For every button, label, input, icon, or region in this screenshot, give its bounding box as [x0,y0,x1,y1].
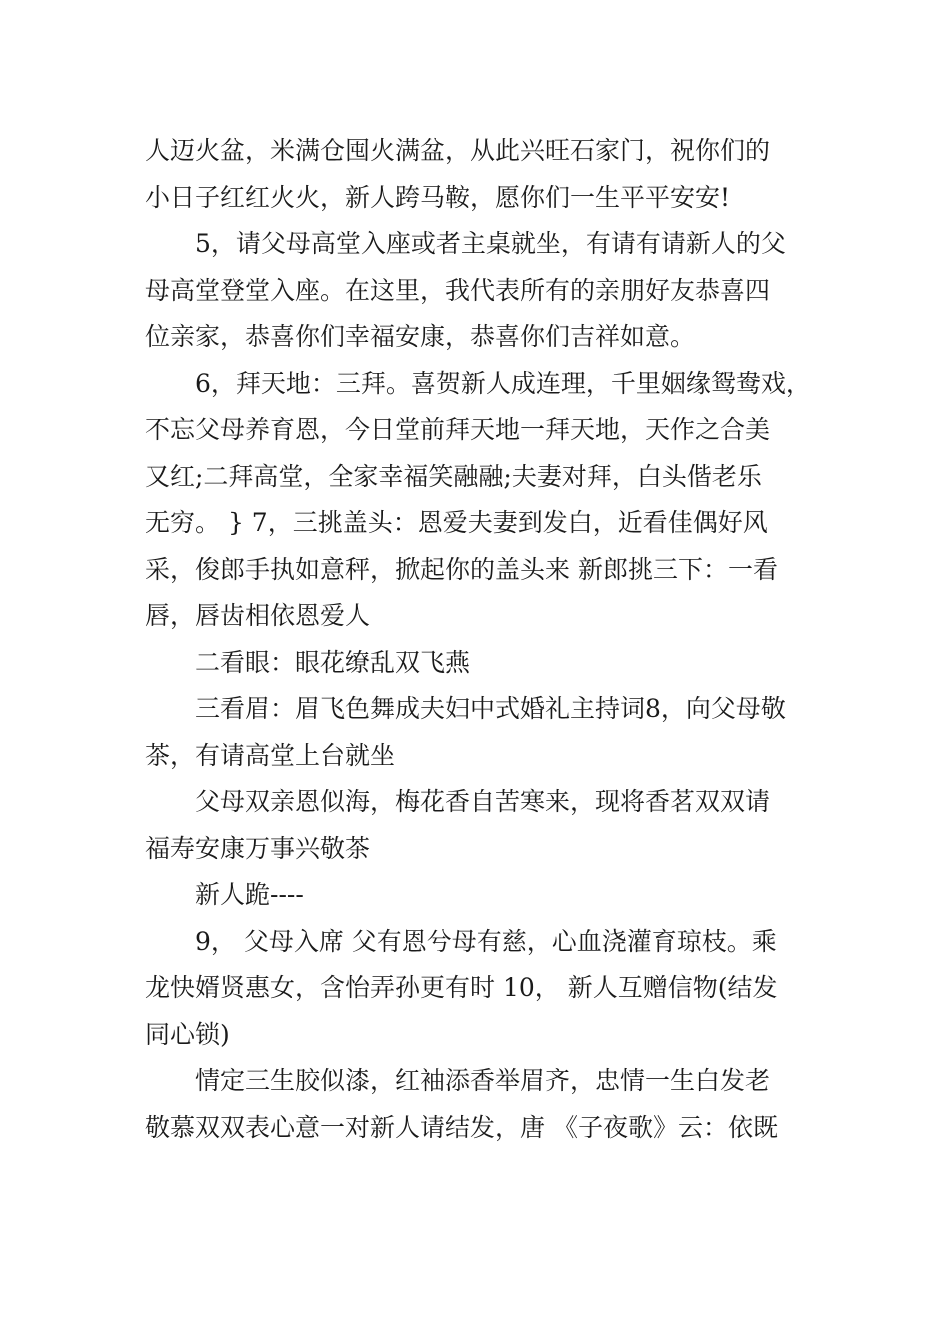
text-line: 唇，唇齿相依恩爱人 [145,601,371,630]
text-line: 又红;二拜高堂，全家幸福笑融融;夫妻对拜，白头偕老乐 [145,461,762,491]
text-line: 情定三生胶似漆，红袖添香举眉齐，忠情一生白发老 [195,1066,771,1095]
text-line: 9， 父母入席 父有恩兮母有慈，心血浇灌育琼枝。乘 [195,926,777,956]
text-line: 龙快婿贤惠女，含怡弄孙更有时 10， 新人互赠信物(结发 [145,973,778,1002]
text-line: 无穷。 } 7，三挑盖头：恩爱夫妻到发白，近看佳偶好风 [145,508,768,537]
text-line: 人迈火盆，米满仓囤火满盆，从此兴旺石家门，祝你们的 [145,136,771,165]
text-line: 小日子红红火火，新人跨马鞍，愿你们一生平平安安! [145,182,731,212]
text-line: 敬慕双双表心意一对新人请结发，唐 《子夜歌》云：依既 [145,1112,778,1142]
document-body [145,128,815,1151]
text-line: 新人跪---- [195,880,304,909]
text-line: 父母双亲恩似海，梅花香自苦寒来，现将香茗双双请 [195,787,771,816]
text-line: 二看眼：眼花缭乱双飞燕 [195,647,471,677]
text-line: 母高堂登堂入座。在这里，我代表所有的亲朋好友恭喜四 [145,275,771,305]
text-line: 福寿安康万事兴敬茶 [145,833,371,863]
text-line: 位亲家，恭喜你们幸福安康，恭喜你们吉祥如意。 [145,322,696,351]
text-line: 6，拜天地：三拜。喜贺新人成连理，千里姻缘鸳鸯戏， [195,368,811,398]
text-line: 不忘父母养育恩，今日堂前拜天地一拜天地，天作之合美 [145,415,771,444]
text-line: 采，俊郎手执如意秤，掀起你的盖头来 新郎挑三下：一看 [145,554,778,584]
text-line: 同心锁) [145,1019,230,1049]
text-line: 茶，有请高堂上台就坐 [145,740,396,770]
text-line: 5，请父母高堂入座或者主桌就坐，有请有请新人的父 [195,229,786,258]
text-line: 三看眉：眉飞色舞成夫妇中式婚礼主持词8，向父母敬 [195,694,786,723]
